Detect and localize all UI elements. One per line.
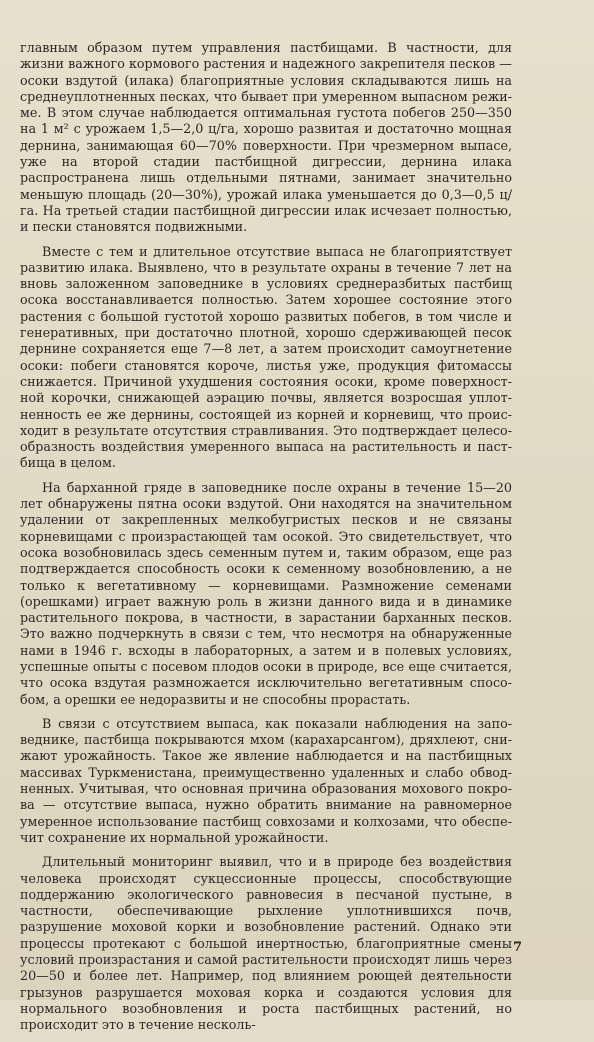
paragraph-2: Вместе с тем и длительное отсутствие выпаса не благоприятствует развитию илака. Выявлено, что в результате охраны в течение 7 лет на вновь заложенном заповеднике в условиях среднеразбитых пастбищ осока восстанавливается полностью. Затем хорошее состояние этого растения с большой густотой хорошо развитых побегов, в том числе и генеративных, при достаточно плотной, хорошо сдерживающей песок дернине сохраняется еще 7—8 лет, а затем происходит самоугнетение осоки: побеги становятся короче, листья уже, продукция фитомассы снижается. Причиной ухудшения состояния осоки, кроме поверхностной корочки, снижающей аэрацию почвы, является возросшая уплотненность ее же дернины, состоящей из корней и корневищ, что происходит в результате отсутствия стравливания. Это подтверждает целесообразность воздействия умеренного выпаса на растительность и пастбища в целом.	[20, 243, 512, 471]
paragraph-4: В связи с отсутствием выпаса, как показали наблюдения на заповеднике, пастбища покрываются мхом (карахарсангом), дряхлеют, снижают урожайность. Такое же явление наблюдается и на пастбищных массивах Туркменистана, преимущественно удаленных и слабо обводненных. Учитывая, что основная причина образования мохового покрова — отсутствие выпаса, нужно обратить внимание на равномерное умеренное использование пастбищ совхозами и колхозами, что обеспечит сохранение их нормальной урожайности.	[20, 715, 512, 845]
paragraph-1: главным образом путем управления пастбищами. В частности, для жизни важного кормового растения и надежного закрепителя песков — осоки вздутой (илака) благоприятные условия складываются лишь на среднеуплотненных песках, что бывает при умеренном выпасном режиме. В этом случае наблюдается оптимальная густота побегов 250—350 на 1 м² с урожаем 1,5—2,0 ц/га, хорошо развитая и достаточно мощная дернина, занимающая 60—70% поверхности. При чрезмерном выпасе, уже на второй стадии пастбищной дигрессии, дернина илака распространена лишь отдельными пятнами, занимает значительно меньшую площадь (20—30%), урожай илака уменьшается до 0,3—0,5 ц/га. На третьей стадии пастбищной дигрессии илак исчезает полностью, и пески становятся подвижными.	[20, 40, 512, 235]
paragraph-3: На барханной гряде в заповеднике после охраны в течение 15—20 лет обнаружены пятна осоки вздутой. Они находятся на значительном удалении от закрепленных мелкобугристых песков и не связаны корневищами с произрастающей там осокой. Это свидетельствует, что осока возобновилась здесь семенным путем и, таким образом, еще раз подтверждается способность осоки к семенному возобновлению, а не только к вегетативному — корневищами. Размножение семенами (орешками) играет важную роль в жизни данного вида и в динамике растительного покрова, в частности, в зарастании барханных песков. Это важно подчеркнуть в связи с тем, что несмотря на обнаруженные нами в 1946 г. всходы в лабораторных, а затем и в полевых условиях, успешные опыты с посевом плодов осоки в природе, все еще считается, что осока вздутая размножается исключительно вегетативным способом, а орешки ее недоразвиты и не способны прорастать.	[20, 479, 512, 707]
paragraph-5: Длительный мониторинг выявил, что и в природе без воздействия человека происходят сукцессионные процессы, способствующие поддержанию экологического равновесия в песчаной пустыне, в частности, обеспечивающие рыхление уплотнившихся почв, разрушение моховой корки и возобновление растений. Однако эти процессы протекают с большой инертностью, благоприятные смены условий произрастания и самой растительности происходят лишь через 20—50 и более лет. Например, под влиянием роющей деятельности грызунов разрушается моховая корка и создаются условия для нормального возобновления и роста пастбищных растений, но происходит это в течение несколь-	[20, 854, 512, 1033]
body-text	[20, 40, 512, 1042]
page-number: 7	[512, 940, 522, 955]
